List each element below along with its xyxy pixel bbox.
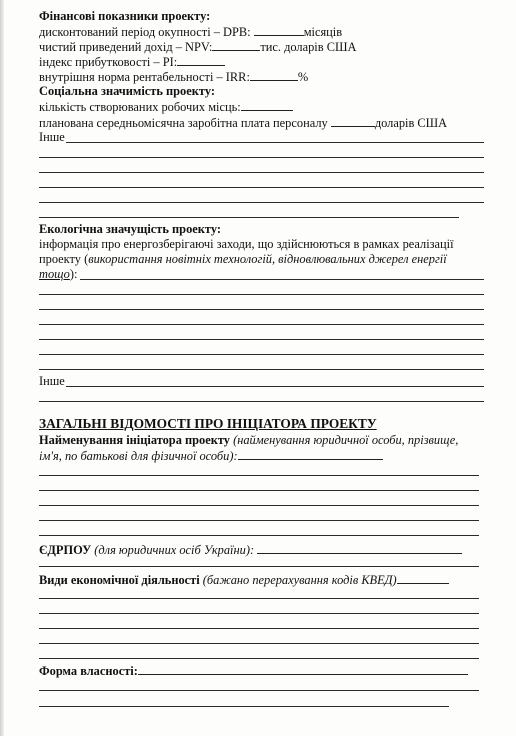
scan-edge xyxy=(0,0,4,736)
irr-unit: % xyxy=(297,70,309,84)
npv-row xyxy=(39,39,356,54)
initiator-name-label: Найменування ініціатора проекту xyxy=(39,433,230,447)
ownership-line-1[interactable] xyxy=(39,690,479,691)
eco-info-prefix: проекту ( xyxy=(39,252,89,266)
initiator-name-line-2[interactable] xyxy=(39,490,479,491)
pi-row xyxy=(39,54,225,69)
ownership-row xyxy=(39,663,468,678)
dpb-label: дисконтований період окупності – DPB: xyxy=(39,25,251,39)
edrpou-field[interactable] xyxy=(257,542,462,554)
pi-label: індекс прибутковості – PI: xyxy=(39,55,178,69)
initiator-section-title: ЗАГАЛЬНІ ВІДОМОСТІ ПРО ІНІЦІАТОРА ПРОЕКТУ xyxy=(39,416,377,431)
eco-info-line-7[interactable] xyxy=(39,369,484,370)
edrpou-label: ЄДРПОУ xyxy=(39,543,92,557)
activity-line-1[interactable] xyxy=(39,598,479,599)
ownership-label: Форма власності: xyxy=(39,664,138,678)
initiator-name-row2 xyxy=(39,448,383,463)
activity-label: Види економічної діяльності xyxy=(39,573,200,587)
social-other-line-1[interactable] xyxy=(66,142,484,143)
eco-other-label: Інше xyxy=(39,374,65,388)
financial-heading: Фінансові показники проекту: xyxy=(39,9,211,23)
activity-line-2[interactable] xyxy=(39,613,479,614)
jobs-field[interactable] xyxy=(241,99,293,111)
ownership-line-2[interactable] xyxy=(39,706,449,707)
irr-row xyxy=(39,69,308,84)
activity-line-3[interactable] xyxy=(39,628,479,629)
activity-field[interactable] xyxy=(397,572,449,584)
social-other-line-5[interactable] xyxy=(39,202,484,203)
initiator-name-field[interactable] xyxy=(238,448,383,460)
salary-label: планована середньомісячна заробітна плата персоналу xyxy=(39,116,328,130)
eco-info-hint: використання новітніх технологій, відновлювальних джерел енергії xyxy=(88,252,447,266)
eco-info-line-2[interactable] xyxy=(39,294,484,295)
edrpou-line[interactable] xyxy=(39,566,479,567)
irr-label: внутрішня норма рентабельності – IRR: xyxy=(39,70,250,84)
social-heading: Соціальна значимість проекту: xyxy=(39,84,215,98)
dpb-unit: місяців xyxy=(303,25,343,39)
eco-info-hint-end: тощо xyxy=(39,267,70,281)
activity-line-5[interactable] xyxy=(39,658,479,659)
irr-field[interactable] xyxy=(250,69,298,81)
eco-info-line-4[interactable] xyxy=(39,324,484,325)
pi-field[interactable] xyxy=(177,54,225,66)
eco-info-line3 xyxy=(39,267,77,281)
dpb-row xyxy=(39,24,342,39)
social-other-line-6[interactable] xyxy=(39,217,459,218)
initiator-name-line-1[interactable] xyxy=(39,475,479,476)
ecological-heading: Екологічна значущість проекту: xyxy=(39,222,221,236)
salary-field[interactable] xyxy=(331,115,375,127)
eco-info-line-5[interactable] xyxy=(39,339,484,340)
social-other-line-3[interactable] xyxy=(39,172,484,173)
jobs-label: кількість створюваних робочих місць: xyxy=(39,100,241,114)
initiator-name-hint1: (найменування юридичної особи, прізвище, xyxy=(229,433,459,447)
initiator-name-line-3[interactable] xyxy=(39,505,479,506)
initiator-name-row1 xyxy=(39,433,458,447)
initiator-name-line-4[interactable] xyxy=(39,520,479,521)
eco-other-line-1[interactable] xyxy=(66,386,484,387)
activity-row xyxy=(39,572,449,587)
activity-line-4[interactable] xyxy=(39,643,479,644)
salary-unit: доларів США xyxy=(374,116,448,130)
eco-info-line-3[interactable] xyxy=(39,309,484,310)
initiator-name-hint2: ім'я, по батькові для фізичної особи): xyxy=(39,449,238,463)
social-other-line-4[interactable] xyxy=(39,187,484,188)
eco-info-line1: інформація про енергозберігаючі заходи, що здійснюються в рамках реалізації xyxy=(39,237,454,251)
eco-info-line-1[interactable] xyxy=(80,279,484,280)
activity-hint: (бажано перерахування кодів КВЕД) xyxy=(199,573,397,587)
dpb-field[interactable] xyxy=(254,24,304,36)
initiator-name-line-5[interactable] xyxy=(39,535,479,536)
eco-info-line-6[interactable] xyxy=(39,354,484,355)
npv-label: чистий приведений дохід – NPV: xyxy=(39,40,213,54)
npv-unit: тис. доларів США xyxy=(260,40,357,54)
social-other-label: Інше xyxy=(39,130,65,144)
salary-row xyxy=(39,115,447,130)
jobs-row xyxy=(39,99,293,114)
npv-field[interactable] xyxy=(212,39,260,51)
eco-info-suffix: ): xyxy=(69,267,78,281)
social-other-line-2[interactable] xyxy=(39,157,484,158)
edrpou-hint: (для юридичних осіб України): xyxy=(91,543,255,557)
eco-info-line2 xyxy=(39,252,447,266)
eco-other-line-2[interactable] xyxy=(39,401,484,402)
edrpou-row xyxy=(39,542,462,557)
ownership-field[interactable] xyxy=(138,663,468,675)
